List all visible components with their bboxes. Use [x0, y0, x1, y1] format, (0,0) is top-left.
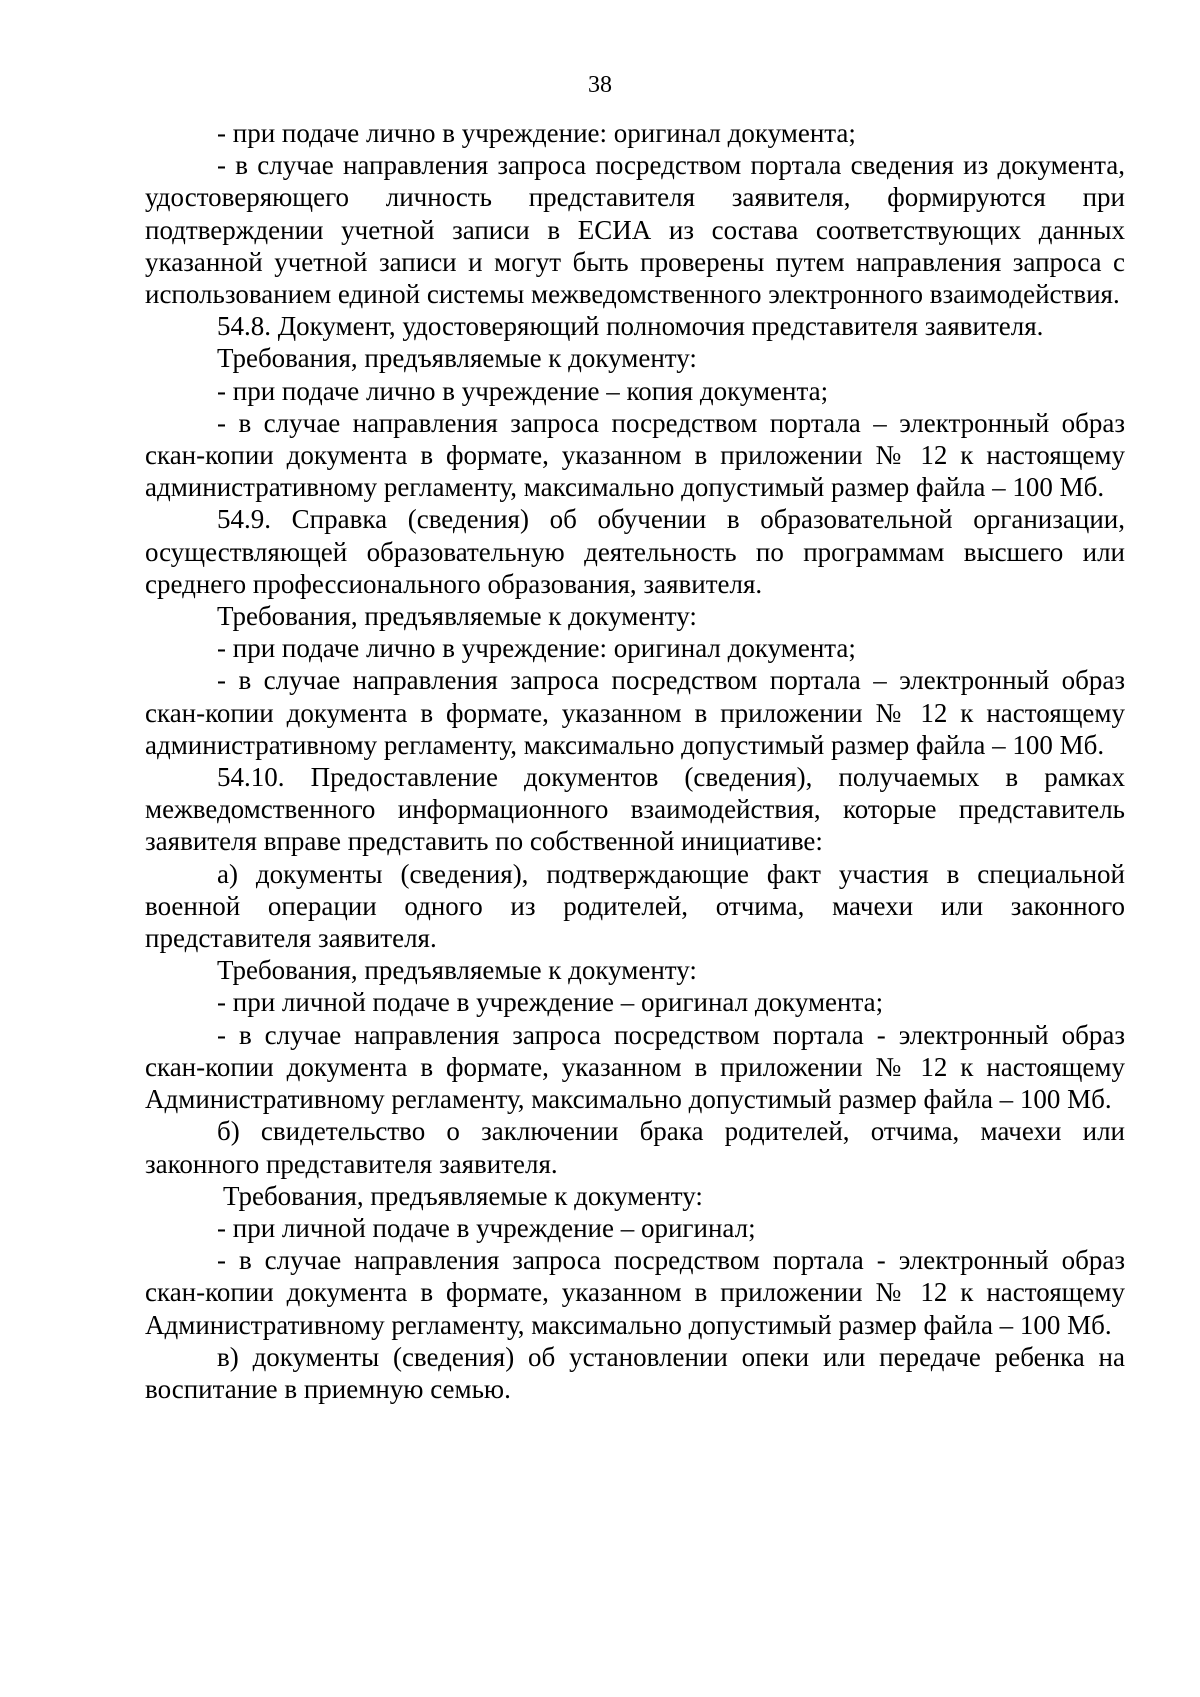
- paragraph: - при личной подаче в учреждение – оригинал документа;: [217, 987, 884, 1018]
- paragraph: - в случае направления запроса посредством портала – электронный образ скан-копии документа в формате, указанном в приложении № 12 к настоящему административному регламенту, максимально допустимый размер файла – 100 Мб.: [145, 407, 1125, 503]
- paragraph: Требования, предъявляемые к документу:: [217, 343, 697, 374]
- paragraph: - при подаче лично в учреждение – копия документа;: [217, 375, 829, 406]
- paragraph: - в случае направления запроса посредством портала – электронный образ скан-копии документа в формате, указанном в приложении № 12 к настоящему административному регламенту, максимально допустимый размер файла – 100 Мб.: [145, 665, 1125, 760]
- paragraph: Требования, предъявляемые к документу:: [217, 955, 697, 986]
- document-body: [145, 117, 1125, 1405]
- section-heading-54-8: 54.8. Документ, удостоверяющий полномочия представителя заявителя.: [217, 311, 1044, 342]
- section-heading-54-10: 54.10. Предоставление документов (сведения), получаемых в рамках межведомственного информационного взаимодействия, которые представитель заявителя вправе представить по собственной инициативе:: [145, 762, 1125, 857]
- paragraph: - при подаче лично в учреждение: оригинал документа;: [217, 633, 856, 664]
- paragraph: - в случае направления запроса посредством портала - электронный образ скан-копии документа в формате, указанном в приложении № 12 к настоящему Административному регламенту, максимально допустимый размер файла – 100 Мб.: [145, 1245, 1125, 1340]
- paragraph: - при личной подаче в учреждение – оригинал;: [217, 1212, 756, 1243]
- paragraph: Требования, предъявляемые к документу:: [217, 601, 697, 632]
- page-number: 38: [588, 72, 612, 98]
- paragraph: - в случае направления запроса посредством портала - электронный образ скан-копии документа в формате, указанном в приложении № 12 к настоящему Административному регламенту, максимально допустимый размер файла – 100 Мб.: [145, 1019, 1125, 1115]
- list-item-a: а) документы (сведения), подтверждающие факт участия в специальной военной операции одного из родителей, отчима, мачехи или законного представителя заявителя.: [145, 858, 1125, 954]
- paragraph: Требования, предъявляемые к документу:: [223, 1180, 703, 1211]
- list-item-b: б) свидетельство о заключении брака родителей, отчима, мачехи или законного представителя заявителя.: [145, 1116, 1125, 1179]
- paragraph: - в случае направления запроса посредством портала сведения из документа, удостоверяющего личность представителя заявителя, формируются при подтверждении учетной записи в ЕСИА из состава соответствующих данных указанной учетной записи и могут быть проверены путем направления запроса с использованием единой системы межведомственного электронного взаимодействия.: [145, 150, 1125, 310]
- paragraph: - при подаче лично в учреждение: оригинал документа;: [217, 118, 856, 148]
- list-item-v: в) документы (сведения) об установлении опеки или передаче ребенка на воспитание в приемную семью.: [145, 1341, 1125, 1404]
- section-heading-54-9: 54.9. Справка (сведения) об обучении в образовательной организации, осуществляющей образовательную деятельность по программам высшего или среднего профессионального образования, заявителя.: [145, 504, 1125, 599]
